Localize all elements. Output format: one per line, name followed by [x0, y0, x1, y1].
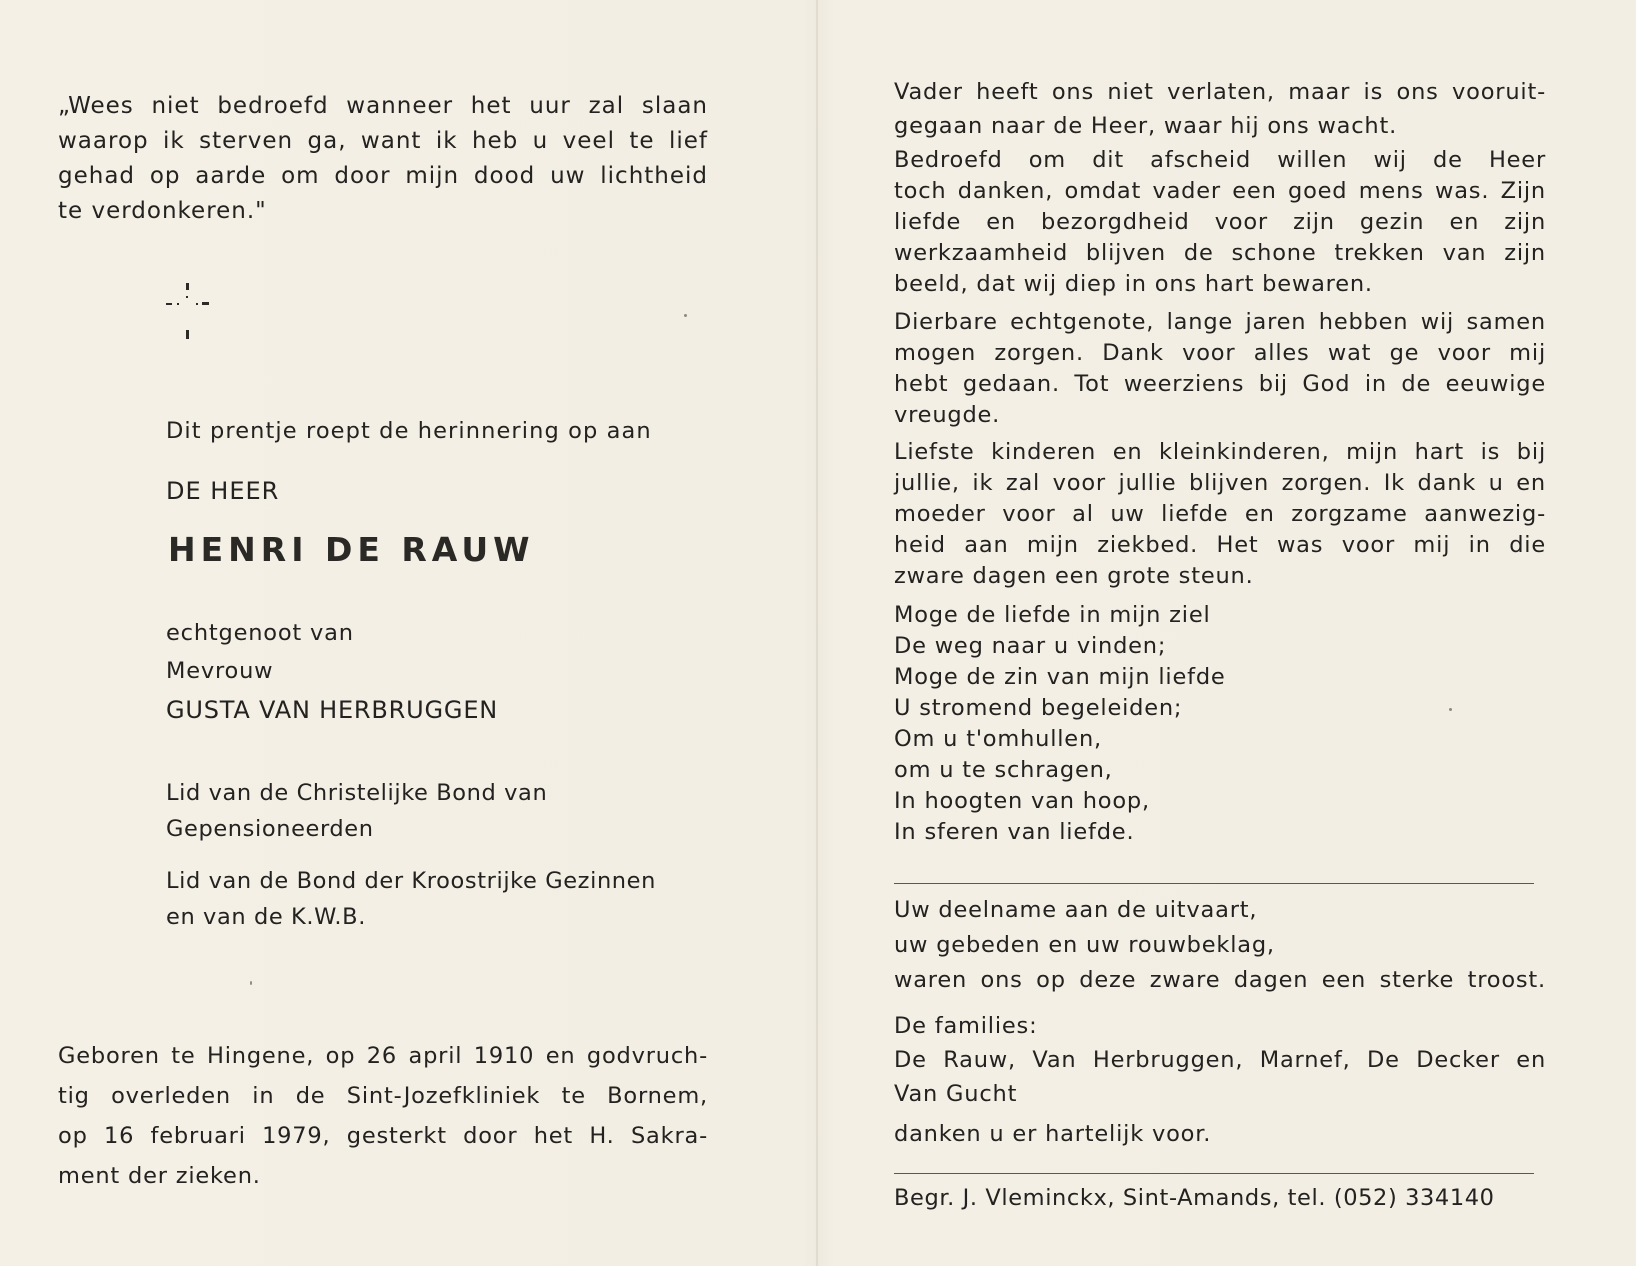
birth-death-line: Geboren te Hingene, op 26 april 1910 en godvruch- — [58, 1043, 708, 1069]
paragraph-3 — [894, 307, 1546, 431]
membership-line: Lid van de Christelijke Bond van — [166, 780, 548, 806]
paragraph-line: beeld, dat wij diep in ons hart bewaren. — [894, 271, 1373, 297]
thanks-line: waren ons op deze zware dagen een sterke troost. — [894, 967, 1546, 993]
poem-line: U stromend begeleiden; — [894, 695, 1183, 721]
paper-speck — [1449, 708, 1452, 711]
paragraph-line: Vader heeft ons niet verlaten, maar is ons vooruit- — [894, 79, 1546, 105]
spouse-title: Mevrouw — [166, 658, 274, 684]
families-block — [894, 1009, 1546, 1111]
divider — [894, 883, 1534, 884]
poem-line: Om u t'omhullen, — [894, 726, 1102, 752]
membership-line: Gepensioneerden — [166, 816, 374, 842]
divider — [894, 1173, 1534, 1174]
poem-line: In hoogten van hoop, — [894, 788, 1150, 814]
poem-line: In sferen van liefde. — [894, 819, 1135, 845]
membership-line: en van de K.W.B. — [166, 904, 366, 930]
paper-speck — [684, 314, 687, 317]
paragraph-2 — [894, 145, 1546, 300]
membership-2 — [166, 863, 712, 935]
paragraph-4 — [894, 437, 1546, 592]
poem — [894, 600, 1226, 848]
paragraph-line: Liefste kinderen en kleinkinderen, mijn hart is bij — [894, 439, 1546, 465]
intro-text: Dit prentje roept de herinnering op aan — [166, 418, 652, 444]
spouse-prefix: echtgenoot van — [166, 620, 354, 646]
families-line: De Rauw, Van Herbruggen, Marnef, De Decker en — [894, 1047, 1546, 1073]
quote-line: gehad op aarde om door mijn dood uw lichtheid — [58, 163, 708, 189]
membership-line: Lid van de Bond der Kroostrijke Gezinnen — [166, 868, 656, 894]
birth-death-info — [58, 1036, 708, 1196]
paragraph-1 — [894, 75, 1546, 143]
thanks-line: uw gebeden en uw rouwbeklag, — [894, 932, 1275, 958]
paragraph-line: jullie, ik zal voor jullie blijven zorgen. Ik dank u en — [894, 470, 1546, 496]
paragraph-line: liefde en bezorgdheid voor zijn gezin en zijn — [894, 209, 1546, 235]
paragraph-line: zware dagen een grote steun. — [894, 563, 1254, 589]
families-line: Van Gucht — [894, 1081, 1018, 1107]
birth-death-line: op 16 februari 1979, gesterkt door het H. Sakra- — [58, 1123, 708, 1149]
cross-icon — [166, 281, 210, 345]
opening-quote — [58, 89, 708, 229]
paragraph-line: Bedroefd om dit afscheid willen wij de Heer — [894, 147, 1546, 173]
honorific: DE HEER — [166, 477, 280, 505]
families-line: De families: — [894, 1013, 1038, 1039]
poem-line: De weg naar u vinden; — [894, 633, 1167, 659]
paragraph-line: werkzaamheid blijven de schone trekken van zijn — [894, 240, 1546, 266]
paragraph-line: Dierbare echtgenote, lange jaren hebben wij samen — [894, 309, 1546, 335]
thanks-block — [894, 893, 1546, 998]
membership-1 — [166, 775, 596, 847]
paragraph-line: toch danken, omdat vader een goed mens was. Zijn — [894, 178, 1546, 204]
paragraph-line: vreugde. — [894, 402, 1001, 428]
thanks-line: Uw deelname aan de uitvaart, — [894, 897, 1258, 923]
quote-line: waarop ik sterven ga, want ik heb u veel te lief — [58, 128, 708, 154]
paper-speck — [250, 981, 252, 985]
quote-line: te verdonkeren." — [58, 198, 267, 224]
poem-line: Moge de zin van mijn liefde — [894, 664, 1226, 690]
deceased-name: HENRI DE RAUW — [168, 530, 535, 569]
paragraph-line: gegaan naar de Heer, waar hij ons wacht. — [894, 113, 1398, 139]
poem-line: Moge de liefde in mijn ziel — [894, 602, 1211, 628]
birth-death-line: tig overleden in de Sint-Jozefkliniek te Bornem, — [58, 1083, 708, 1109]
birth-death-line: ment der zieken. — [58, 1163, 261, 1189]
printer-credit: Begr. J. Vleminckx, Sint-Amands, tel. (052) 334140 — [894, 1185, 1495, 1211]
paragraph-line: hebt gedaan. Tot weerziens bij God in de eeuwige — [894, 371, 1546, 397]
paragraph-line: moeder voor al uw liefde en zorgzame aanwezig- — [894, 501, 1546, 527]
right-page — [818, 0, 1636, 1266]
poem-line: om u te schragen, — [894, 757, 1113, 783]
spouse-name: GUSTA VAN HERBRUGGEN — [166, 696, 499, 724]
left-page — [0, 0, 816, 1266]
thanks-closing: danken u er hartelijk voor. — [894, 1121, 1212, 1147]
paragraph-line: mogen zorgen. Dank voor alles wat ge voor mij — [894, 340, 1546, 366]
paragraph-line: heid aan mijn ziekbed. Het was voor mij in die — [894, 532, 1546, 558]
quote-line: „Wees niet bedroefd wanneer het uur zal slaan — [58, 93, 708, 119]
